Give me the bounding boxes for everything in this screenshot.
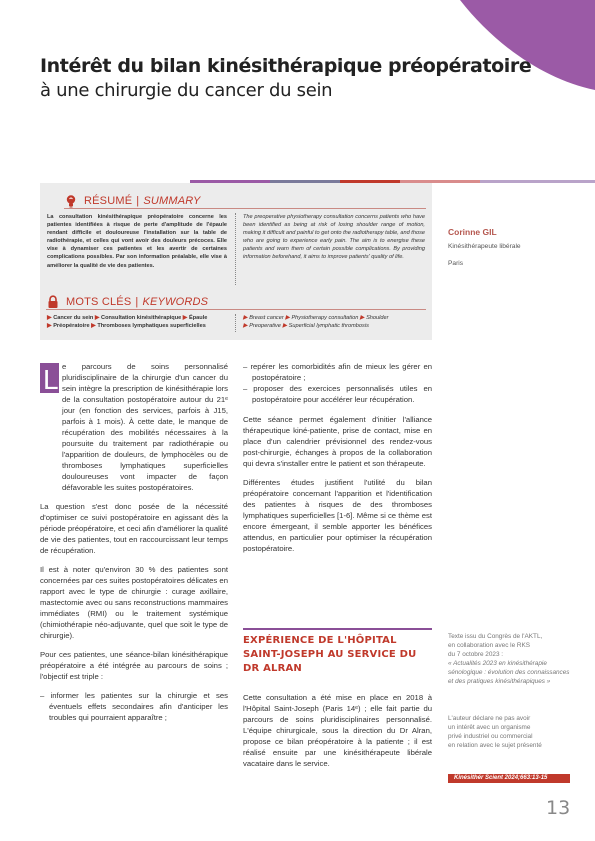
section-heading: EXPÉRIENCE DE L'HÔPITAL SAINT-JOSEPH AU SERVICE DU DR ALRAN [243, 635, 417, 674]
lock-icon [46, 295, 60, 309]
paragraph: Différentes études justifient l'utilité du bilan préopératoire concernant l'apparition et l'identification des patientes à risques de des thromboses lymphatiques superficielles [1-6]. Même si ce thème est encore émergeant, il semble apporter les bénéfices attendus, en particulier pour optimiser la récupération postopératoire. [243, 478, 432, 553]
keyword: Préopératoire [53, 323, 90, 330]
article-title: Intérêt du bilan kinésithérapique préopératoire [40, 55, 532, 77]
page-number: 13 [546, 797, 571, 819]
abstract-divider [235, 213, 236, 285]
bullet-item: – proposer des exercices personnalisés utiles en postopératoire pour accélérer leur récupération. [243, 384, 432, 404]
abstract-french: La consultation kinésithérapique préopératoire concerne les patientes identifiées à risque de perte d'amplitude de l'épaule rendant difficile et douloureuse l'installation sur la table de radiothérapie, et celles qui vont avoir des douleurs précoces. Elle vise à dynamiser ces patientes et les avertir de certaines complications possibles. Par son information préalable, elle vise à améliorer la qualité de vie des patientes. [47, 214, 227, 269]
paragraph [40, 361, 228, 493]
conference-note: Texte issu du Congrès de l'AKTL, en collaboration avec le RKS du 7 octobre 2023 : « Actualités 2023 en kinésithérapie sénologique : évolution des connaissances et des pratiques kinésithérapiques » [448, 633, 570, 685]
paragraph: La question s'est donc posée de la nécessité d'optimiser ce suivi postopératoire en agissant dès la période préopératoire, et ceci afin d'améliorer la qualité de vie des patientes, tout en raccourcissant leur temps de récupération. [40, 502, 228, 555]
keyword: Breast cancer [249, 315, 284, 321]
citation-badge: Kinésithér Scient 2024;663:13-15 [448, 774, 570, 783]
body-column-left [40, 361, 228, 723]
svg-text:L: L [43, 364, 59, 393]
bullet-item: – informer les patientes sur la chirurgie et ses éventuels effets secondaires afin d'anticiper les troubles qui pourraient apparaître ; [40, 691, 228, 722]
keywords-divider [235, 314, 236, 332]
body-column-right [243, 361, 432, 562]
conflict-of-interest-note: L'auteur déclare ne pas avoir un intérêt avec un organisme privé industriel ou commercial en relation avec le sujet présenté [448, 715, 542, 749]
keyword: Physiotherapy consultation [291, 315, 359, 321]
summary-heading: RÉSUMÉ | SUMMARY [64, 194, 201, 208]
author-role: Kinésithérapeute libérale [448, 243, 521, 250]
keyword: Superficial lymphatic thrombosis [288, 323, 369, 330]
author-city: Paris [448, 260, 464, 267]
section-rule [243, 628, 432, 630]
paragraph-text: e parcours de soins personnalisé pluridisciplinaire de la chirurgie d'un cancer du sein intègre la prescription de kinésithérapie lors de la consultation postopératoire autour du 21ᵉ jour (en fonction des services, parfois à J15, parfois à 1 mois). À cette date, le manque de récupération des mobilités nécessaires à la poursuite du traitement par radiothérapie ou l'apparition de douleurs, de lymphocèles ou de thromboses lymphatiques superficielles douloureuses vont impacter de façon défavorable les suites postopératoires. [62, 362, 228, 492]
keyword: Thromboses lymphatiques superficielles [97, 323, 206, 330]
keywords-english: ▶ Breast cancer ▶ Physiotherapy consultation ▶ Shoulder ▶ Preoperative ▶ Superficial lymphatic thrombosis [243, 315, 389, 330]
keyword: Preoperative [249, 323, 281, 330]
keyword: Shoulder [366, 315, 389, 321]
keyword: Épaule [188, 315, 208, 321]
body-column-right-lower [243, 692, 432, 777]
keyword: Consultation kinésithérapique [101, 315, 182, 321]
summary-rule [64, 208, 426, 209]
paragraph: Cette séance permet également d'initier l'alliance thérapeutique kiné-patiente, prise de contact, mise en place d'un calendrier prévisionnel des rendez-vous post-chirurgie, échanges à propos de la collaboration qui devra s'installer entre le patient et son thérapeute. [243, 415, 432, 468]
lightbulb-icon [64, 194, 78, 208]
keywords-french: ▶ Cancer du sein ▶ Consultation kinésithérapique ▶ Épaule ▶ Préopératoire ▶ Thromboses lymphatiques superficielles [47, 315, 208, 330]
article-subtitle: à une chirurgie du cancer du sein [40, 80, 333, 101]
bullet-item: – repérer les comorbidités afin de mieux les gérer en postopératoire ; [243, 362, 432, 382]
author-name: Corinne GIL [448, 227, 497, 237]
keywords-rule [46, 309, 426, 310]
paragraph: Pour ces patientes, une séance-bilan kinésithérapique préopératoire a été intégrée au parcours de soins ; l'objectif est triple : [40, 650, 228, 681]
paragraph: Cette consultation a été mise en place en 2018 à l'Hôpital Saint-Joseph (Paris 14ᵉ) ; elle fait partie du parcours de soins pluridisciplinaires personnalisé. L'équipe chirurgicale, sous la direction du Dr Alran, propose ce bilan préopératoire à la patiente ; il est réalisé ensuite par une kinésithérapeute libérale vacataire dans le service. [243, 693, 432, 768]
paragraph: Il est à noter qu'environ 30 % des patientes sont concernées par ces suites postopératoires délicates en rapport avec le type de chirurgie : curage axillaire, mastectomie avec ou sans reconstructions mammaires immédiates (RMI) ou le traitement systémique (chimiothérapie néo-adjuvante, quel que soit le type de chirurgie). [40, 565, 228, 640]
keywords-heading: MOTS CLÉS | KEYWORDS [46, 295, 208, 309]
abstract-english: The preoperative physiotherapy consultation concerns patients who have been identified as being at risk of losing shoulder range of motion, making it difficult and painful to get onto the radiotherapy table, and those who are going to experience early pain. The aim is to energise these patients and warn them of certain possible complications. By providing information beforehand, it aims to improve patients' quality of life. [243, 214, 425, 261]
keyword: Cancer du sein [53, 315, 94, 321]
